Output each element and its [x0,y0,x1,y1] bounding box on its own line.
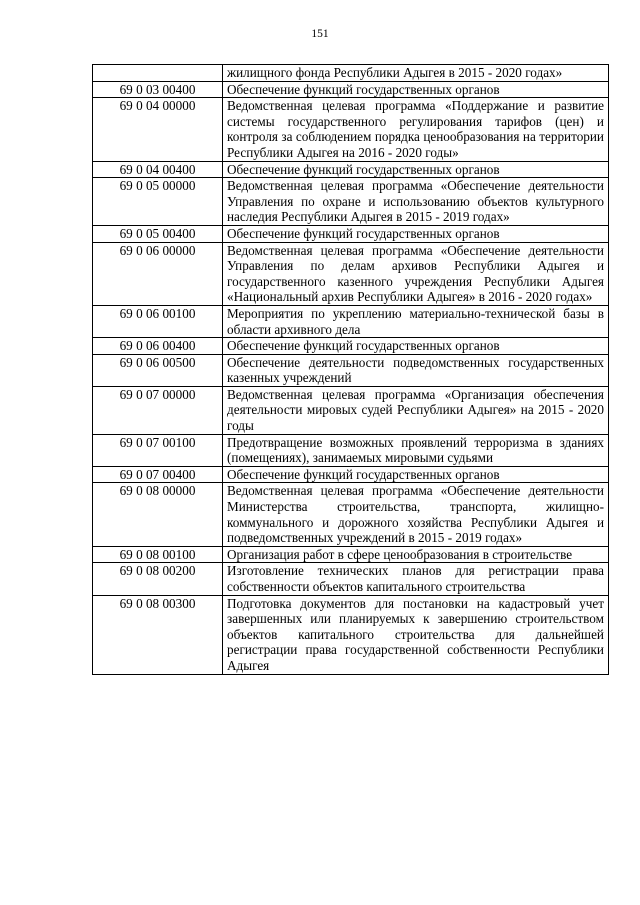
row-description: Подготовка документов для постановки на кадастровый учет завершенных или планируемых к завершению строительством объектов капитального строительства для дальнейшей регистрации права государственной собственности Республики Адыгея [223,595,609,674]
page-number: 151 [311,28,329,40]
row-description: Организация работ в сфере ценообразования в строительстве [223,546,609,563]
table-row [93,354,609,386]
table-row [93,434,609,466]
row-description: Ведомственная целевая программа «Обеспечение деятельности Управления по делам архивов Республики Адыгея и государственного казенного учреждения Республики Адыгея «Национальный архив Республики Адыгея» в 2016 - 2020 годах» [223,242,609,305]
row-code: 69 0 06 00000 [93,242,223,305]
row-code: 69 0 08 00200 [93,563,223,595]
budget-code-table [92,64,609,675]
table-row [93,546,609,563]
row-code: 69 0 05 00400 [93,225,223,242]
row-code: 69 0 07 00100 [93,434,223,466]
table-row [93,81,609,98]
table-row [93,595,609,674]
row-code: 69 0 08 00000 [93,483,223,546]
row-description: Обеспечение функций государственных органов [223,161,609,178]
row-code: 69 0 06 00500 [93,354,223,386]
row-description: Обеспечение функций государственных органов [223,338,609,355]
row-description: жилищного фонда Республики Адыгея в 2015 - 2020 годах» [223,65,609,82]
row-description: Обеспечение функций государственных органов [223,466,609,483]
table-row [93,483,609,546]
table-row [93,338,609,355]
row-description: Ведомственная целевая программа «Обеспечение деятельности Министерства строительства, транспорта, жилищно-коммунального и дорожного хозяйства Республики Адыгея и подведомственных учреждений в 2015 - 2019 годах» [223,483,609,546]
table-row [93,98,609,161]
row-code [93,65,223,82]
row-description: Ведомственная целевая программа «Обеспечение деятельности Управления по охране и использованию объектов культурного наследия Республики Адыгея в 2015 - 2019 годах» [223,178,609,226]
table-row [93,466,609,483]
row-description: Ведомственная целевая программа «Организация обеспечения деятельности мировых судей Республики Адыгея» на 2015 - 2020 годы [223,386,609,434]
row-description: Обеспечение функций государственных органов [223,225,609,242]
row-description: Ведомственная целевая программа «Поддержание и развитие системы государственного регулирования тарифов (цен) и контроля за соблюдением порядка ценообразования на территории Республики Адыгея на 2016 - 2020 годы» [223,98,609,161]
table-row [93,225,609,242]
row-code: 69 0 06 00400 [93,338,223,355]
table-row [93,161,609,178]
row-code: 69 0 08 00100 [93,546,223,563]
table-row [93,563,609,595]
row-code: 69 0 07 00000 [93,386,223,434]
row-description: Обеспечение функций государственных органов [223,81,609,98]
row-code: 69 0 07 00400 [93,466,223,483]
table-row [93,305,609,337]
row-description: Обеспечение деятельности подведомственных государственных казенных учреждений [223,354,609,386]
table-row [93,242,609,305]
table-row [93,178,609,226]
table-row [93,386,609,434]
row-description: Предотвращение возможных проявлений терроризма в зданиях (помещениях), занимаемых мировыми судьями [223,434,609,466]
row-code: 69 0 04 00000 [93,98,223,161]
row-code: 69 0 03 00400 [93,81,223,98]
row-code: 69 0 04 00400 [93,161,223,178]
row-description: Изготовление технических планов для регистрации права собственности объектов капитального строительства [223,563,609,595]
row-code: 69 0 06 00100 [93,305,223,337]
row-code: 69 0 08 00300 [93,595,223,674]
row-description: Мероприятия по укреплению материально-технической базы в области архивного дела [223,305,609,337]
row-code: 69 0 05 00000 [93,178,223,226]
table-row [93,65,609,82]
